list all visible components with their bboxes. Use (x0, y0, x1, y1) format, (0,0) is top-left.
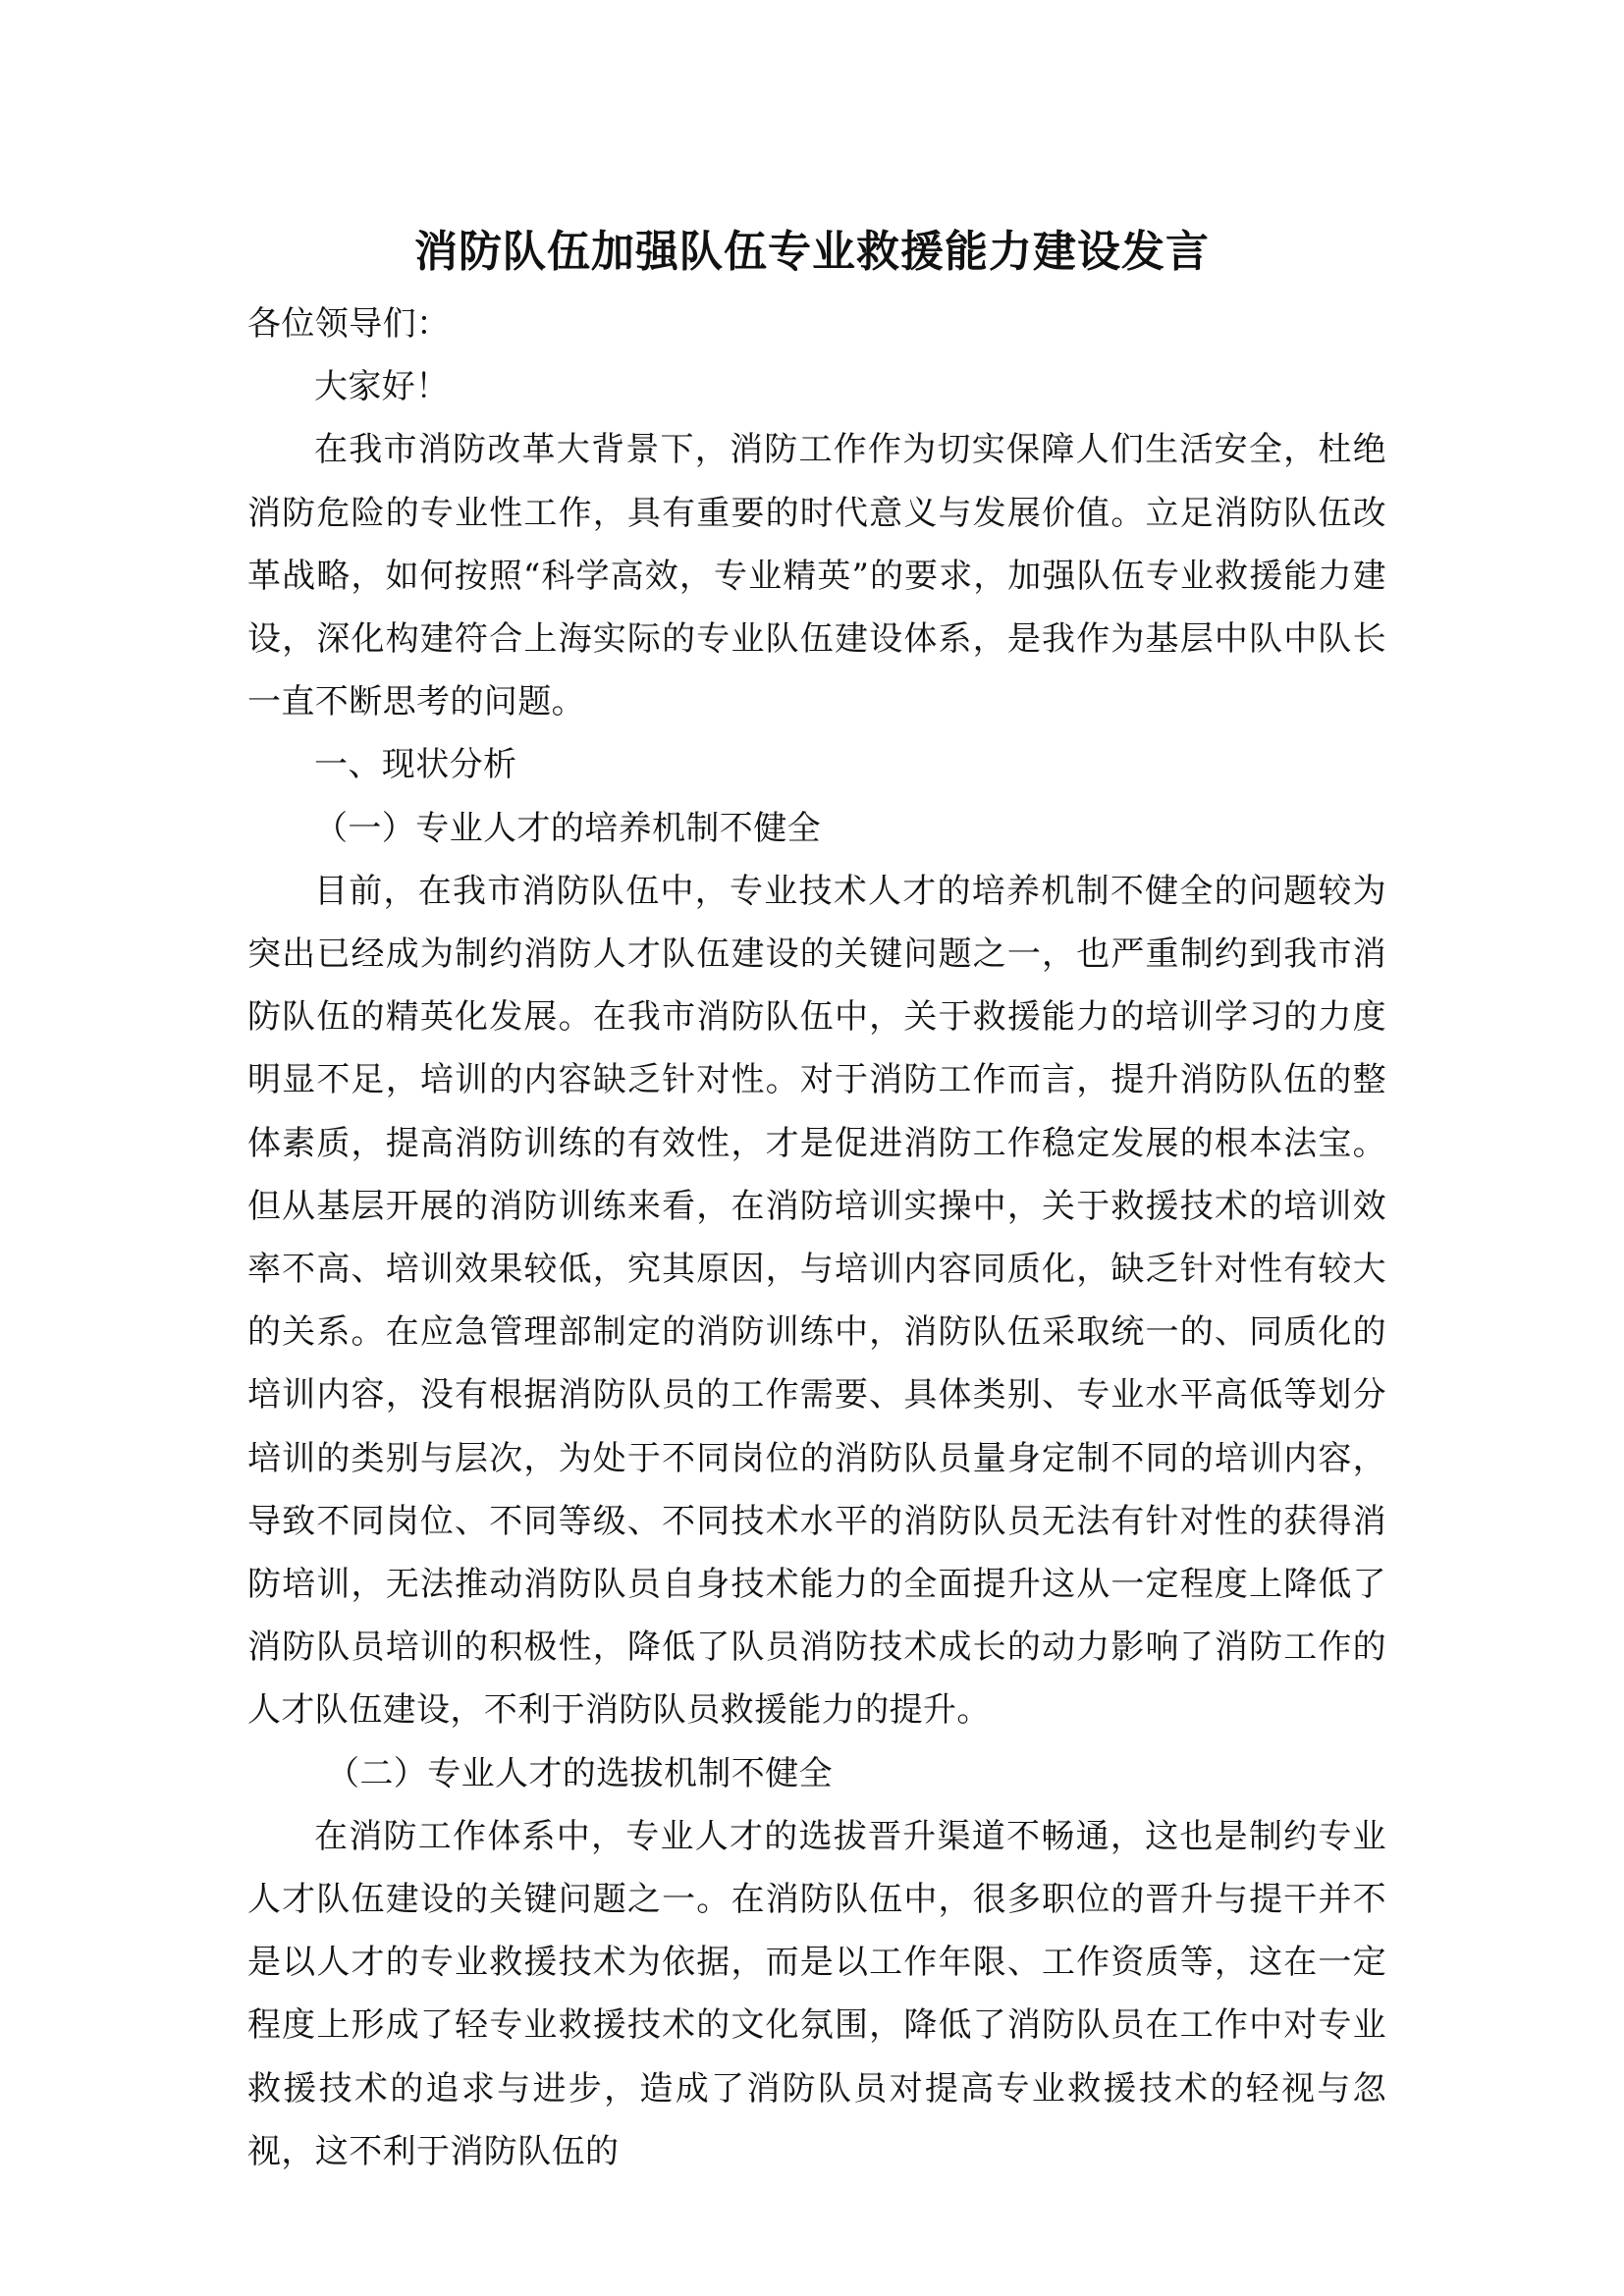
greeting: 大家好！ (314, 367, 450, 407)
subsection-1-paragraph: 目前，在我市消防队伍中，专业技术人才的培养机制不健全的问题较为突出已经成为制约消防人才队伍建设的关键问题之一，也严重制约到我市消防队伍的精英化发展。在我市消防队伍中，关于救援能力的培训学习的力度明显不足，培训的内容缺乏针对性。对于消防工作而言，提升消防队伍的整体素质，提高消防训练的有效性，才是促进消防工作稳定发展的根本法宝。但从基层开展的消防训练来看，在消防培训实操中，关于救援技术的培训效率不高、培训效果较低，究其原因，与培训内容同质化，缺乏针对性有较大的关系。在应急管理部制定的消防训练中，消防队伍采取统一的、同质化的培训内容，没有根据消防队员的工作需要、具体类别、专业水平高低等划分培训的类别与层次，为处于不同岗位的消防队员量身定制不同的培训内容，导致不同岗位、不同等级、不同技术水平的消防队员无法有针对性的获得消防培训，无法推动消防队员自身技术能力的全面提升这从一定程度上降低了消防队员培训的积极性，降低了队员消防技术成长的动力影响了消防工作的人才队伍建设，不利于消防队员救援能力的提升。 (247, 871, 1386, 1731)
document-body (247, 293, 1386, 2183)
salutation: 各位领导们： (247, 304, 451, 344)
subsection-2-paragraph: 在消防工作体系中，专业人才的选拔晋升渠道不畅通，这也是制约专业人才队伍建设的关键问题之一。在消防队伍中，很多职位的晋升与提干并不是以人才的专业救援技术为依据，而是以工作年限、工作资质等，这在一定程度上形成了轻专业救援技术的文化氛围，降低了消防队员在工作中对专业救援技术的追求与进步，造成了消防队员对提高专业救援技术的轻视与忽视，这不利于消防队伍的 (247, 1816, 1386, 2171)
section-heading-1: 一、现状分析 (314, 745, 517, 785)
document-title: 消防队伍加强队伍专业救援能力建设发言 (414, 227, 1210, 277)
subsection-heading-2: （二）专业人才的选拔机制不健全 (326, 1753, 833, 1793)
intro-paragraph: 在我市消防改革大背景下，消防工作作为切实保障人们生活安全，杜绝消防危险的专业性工作，具有重要的时代意义与发展价值。立足消防队伍改革战略，如何按照“科学高效，专业精英”的要求，加强队伍专业救援能力建设，深化构建符合上海实际的专业队伍建设体系，是我作为基层中队中队长一直不断思考的问题。 (247, 430, 1386, 722)
subsection-heading-1: （一）专业人才的培养机制不健全 (314, 808, 821, 848)
